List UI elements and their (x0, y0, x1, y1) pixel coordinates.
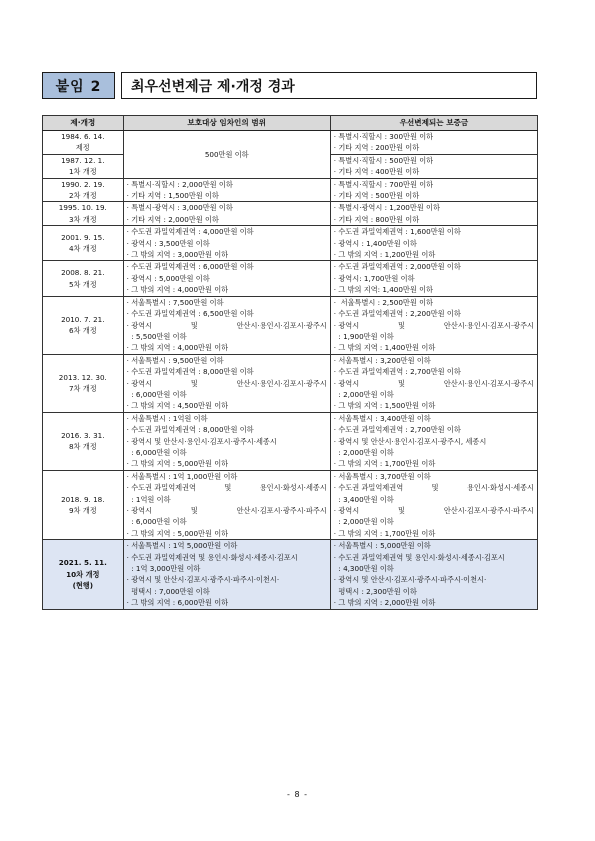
cell-line: · 서울특별시 : 5,000만원 이하 (333, 541, 431, 551)
cell-line: · 특별시·직할시 : 700만원 이하 (333, 179, 434, 189)
revision-cell (43, 226, 124, 261)
tenant-range-cell (123, 354, 330, 412)
cell-line: · 광역시 : 1,400만원 이하 (333, 238, 417, 248)
cell-line: 평택시 : 7,000만원 이하 (126, 586, 210, 596)
cell-line: · 그 밖의 지역 : 2,000만원 이하 (333, 598, 436, 608)
table-header-row (43, 116, 538, 131)
table-row (43, 470, 538, 539)
revision-cell (43, 154, 124, 178)
revision-cell (43, 296, 124, 354)
revision-label: 5차 개정 (68, 279, 97, 289)
cell-line: : 4,300만원 이하 (333, 564, 394, 574)
cell-line: · 그 밖의 지역 : 4,000만원 이하 (126, 343, 229, 353)
cell-line: : 6,000만원 이하 (126, 517, 187, 527)
table-row (43, 202, 538, 226)
cell-line: · 기타 지역 : 2,000만원 이하 (126, 214, 219, 224)
revision-cell (43, 202, 124, 226)
cell-line: · 광역시 및 안산시·용인시·김포시·광주시 (126, 320, 327, 330)
tenant-range-cell (123, 202, 330, 226)
tenant-range-cell (123, 296, 330, 354)
revision-date: 2008. 8. 21. (61, 268, 105, 278)
header-revision: 제·개정 (43, 116, 124, 131)
document-title: 최우선변제금 제·개정 경과 (121, 72, 537, 99)
tenant-range-cell (123, 178, 330, 202)
cell-line: : 1,900만원 이하 (333, 331, 394, 341)
cell-line: : 5,500만원 이하 (126, 331, 187, 341)
cell-line: · 그 밖의 지역 : 1,200만원 이하 (333, 250, 436, 260)
cell-line: : 1억원 이하 (126, 494, 171, 504)
cell-line: · 그 밖의 지역 : 3,000만원 이하 (126, 250, 229, 260)
tenant-range-cell (123, 470, 330, 539)
table-row (43, 296, 538, 354)
cell-line: · 기타 지역 : 200만원 이하 (333, 143, 420, 153)
table-row (43, 540, 538, 609)
table-row (43, 261, 538, 296)
cell-line: · 광역시 및 안산시·용인시·김포시·광주시, 세종시 (333, 436, 487, 446)
cell-line: · 서울특별시 : 1억 1,000만원 이하 (126, 471, 238, 481)
cell-line: · 수도권 과밀억제권역 : 2,000만원 이하 (333, 262, 461, 272)
revision-history-table (42, 115, 538, 610)
cell-line: 평택시 : 2,300만원 이하 (333, 586, 417, 596)
priority-repayment-cell (330, 202, 537, 226)
header-tenant-range: 보호대상 임차인의 범위 (123, 116, 330, 131)
priority-repayment-cell (330, 226, 537, 261)
cell-line: : 3,400만원 이하 (333, 494, 394, 504)
cell-line: · 서울특별시 : 3,200만원 이하 (333, 355, 431, 365)
cell-line: · 수도권 과밀억제권역 : 2,700만원 이하 (333, 367, 461, 377)
priority-repayment-cell (330, 131, 537, 155)
revision-label: 3차 개정 (68, 214, 97, 224)
revision-cell (43, 178, 124, 202)
cell-line: · 수도권 과밀억제권역 : 2,700만원 이하 (333, 425, 461, 435)
tenant-range-cell (123, 261, 330, 296)
cell-line: · 그 밖의 지역 : 1,700만원 이하 (333, 459, 436, 469)
cell-line: · 서울특별시 : 1억 5,000만원 이하 (126, 541, 238, 551)
cell-line: · 그 밖의 지역 : 6,000만원 이하 (126, 598, 229, 608)
cell-line: · 수도권 과밀억제권역 : 1,600만원 이하 (333, 227, 461, 237)
cell-line: · 기타 지역 : 1,500만원 이하 (126, 191, 219, 201)
cell-line: · 수도권 과밀억제권역 : 6,000만원 이하 (126, 262, 254, 272)
revision-date: 2010. 7. 21. (61, 314, 105, 324)
cell-line: · 수도권 과밀억제권역 및 용인시·화성시·세종시 (126, 483, 327, 493)
revision-cell (43, 354, 124, 412)
tenant-range-cell (123, 131, 330, 179)
cell-line: · 기타 지역 : 400만원 이하 (333, 167, 420, 177)
revision-label: 6차 개정 (68, 326, 97, 336)
table-row (43, 178, 538, 202)
tenant-range-cell (123, 540, 330, 609)
cell-line: · 그 밖의 지역 : 5,000만원 이하 (126, 459, 229, 469)
cell-line: : 2,000만원 이하 (333, 447, 394, 457)
cell-line: · 광역시 및 안산시·용인시·김포시·광주시 (333, 320, 534, 330)
revision-label: 7차 개정 (68, 384, 97, 394)
table-row (43, 354, 538, 412)
cell-line: · 그 밖의 지역 : 5,000만원 이하 (126, 528, 229, 538)
cell-line: · 광역시 및 안산시·김포시·광주시·파주시·이천시· (333, 575, 487, 585)
revision-label: 9차 개정 (68, 506, 97, 515)
cell-line: · 수도권 과밀억제권역 및 용인시·화성시·세종시·김포시 (126, 552, 298, 562)
revision-date: 2001. 9. 15. (61, 232, 105, 242)
revision-label: 8차 개정 (68, 442, 97, 452)
cell-line: · 특별시·직할시 : 2,000만원 이하 (126, 179, 233, 189)
cell-line: · 수도권 과밀억제권역 : 6,500만원 이하 (126, 309, 254, 319)
title-bar (42, 72, 537, 99)
revision-status: (현행) (72, 581, 94, 591)
revision-date: 1984. 6. 14. (61, 132, 105, 141)
cell-line: · 특별시·직할시 : 500만원 이하 (333, 155, 434, 165)
priority-repayment-cell (330, 412, 537, 470)
priority-repayment-cell (330, 154, 537, 178)
cell-line: : 6,000만원 이하 (126, 447, 187, 457)
cell-line: : 1억 3,000만원 이하 (126, 564, 201, 574)
cell-line: · 광역시 및 안산시·용인시·김포시·광주시 (333, 378, 534, 388)
cell-line: · 그 밖의 지역 : 1,400만원 이하 (333, 343, 436, 353)
cell-line: · 그 밖의 지역: 1,400만원 이하 (333, 285, 433, 295)
revision-date: 1987. 12. 1. (61, 155, 105, 165)
priority-repayment-cell (330, 470, 537, 539)
priority-repayment-cell (330, 354, 537, 412)
page-number: - 8 - (287, 790, 308, 799)
table-row (43, 412, 538, 470)
revision-cell (43, 131, 124, 155)
revision-date: 2013. 12. 30. (58, 372, 107, 382)
cell-line: · 서울특별시 : 2,500만원 이하 (333, 297, 433, 307)
revision-cell (43, 412, 124, 470)
revision-cell (43, 540, 124, 609)
cell-line: · 수도권 과밀억제권역 : 4,000만원 이하 (126, 227, 254, 237)
revision-label: 10차 개정 (66, 569, 100, 579)
cell-line: · 기타 지역 : 500만원 이하 (333, 191, 420, 201)
priority-repayment-cell (330, 540, 537, 609)
cell-line: · 수도권 과밀억제권역 및 용인시·화성시·세종시·김포시 (333, 552, 505, 562)
priority-repayment-cell (330, 261, 537, 296)
cell-line: · 특별시·직할시 : 300만원 이하 (333, 132, 434, 141)
cell-line: · 광역시 및 안산시·김포시·광주시·파주시 (333, 506, 534, 515)
cell-line: · 그 밖의 지역 : 1,500만원 이하 (333, 401, 436, 411)
cell-line: · 수도권 과밀억제권역 : 8,000만원 이하 (126, 425, 254, 435)
cell-line: · 서울특별시 : 7,500만원 이하 (126, 297, 224, 307)
cell-line: : 6,000만원 이하 (126, 389, 187, 399)
cell-line: · 광역시 및 안산시·김포시·광주시·파주시·이천시· (126, 575, 280, 585)
cell-line: · 서울특별시 : 9,500만원 이하 (126, 355, 224, 365)
cell-line: · 특별시·광역시 : 3,000만원 이하 (126, 203, 233, 213)
cell-line: · 그 밖의 지역 : 1,700만원 이하 (333, 528, 436, 538)
cell-line: · 서울특별시 : 1억원 이하 (126, 413, 208, 423)
table-row (43, 226, 538, 261)
cell-line: · 광역시: 1,700만원 이하 (333, 273, 415, 283)
revision-date: 2016. 3. 31. (61, 430, 105, 440)
cell-line: · 특별시·광역시 : 1,200만원 이하 (333, 203, 440, 213)
cell-line: · 광역시 및 안산시·김포시·광주시·파주시 (126, 506, 327, 515)
cell-line: · 광역시 및 안산시·용인시·김포시·광주시·세종시 (126, 436, 277, 446)
revision-date: 2018. 9. 18. (61, 494, 105, 504)
revision-label: 4차 개정 (68, 244, 97, 254)
merged-range-text: 500만원 이하 (204, 149, 249, 159)
revision-label: 제정 (75, 143, 90, 153)
table-body (43, 131, 538, 610)
revision-cell (43, 261, 124, 296)
cell-line: · 서울특별시 : 3,700만원 이하 (333, 471, 431, 481)
cell-line: · 서울특별시 : 3,400만원 이하 (333, 413, 431, 423)
priority-repayment-cell (330, 178, 537, 202)
table-row (43, 131, 538, 155)
attachment-tag: 붙임 2 (42, 72, 115, 99)
revision-date: 1990. 2. 19. (61, 179, 105, 189)
cell-line: : 2,000만원 이하 (333, 517, 394, 527)
cell-line: · 그 밖의 지역 : 4,000만원 이하 (126, 285, 229, 295)
priority-repayment-cell (330, 296, 537, 354)
revision-label: 2차 개정 (68, 191, 97, 201)
header-priority-repayment: 우선변제되는 보증금 (330, 116, 537, 131)
tenant-range-cell (123, 226, 330, 261)
revision-date: 1995. 10. 19. (58, 203, 107, 213)
cell-line: · 광역시 및 안산시·용인시·김포시·광주시 (126, 378, 327, 388)
cell-line: · 광역시 : 5,000만원 이하 (126, 273, 210, 283)
revision-label: 1차 개정 (68, 167, 97, 177)
cell-line: · 기타 지역 : 800만원 이하 (333, 214, 420, 224)
cell-line: · 수도권 과밀억제권역 및 용인시·화성시·세종시 (333, 483, 534, 493)
cell-line: : 2,000만원 이하 (333, 389, 394, 399)
cell-line: · 수도권 과밀억제권역 : 8,000만원 이하 (126, 367, 254, 377)
tenant-range-cell (123, 412, 330, 470)
cell-line: · 그 밖의 지역 : 4,500만원 이하 (126, 401, 229, 411)
revision-date: 2021. 5. 11. (58, 558, 107, 568)
revision-cell (43, 470, 124, 539)
cell-line: · 수도권 과밀억제권역 : 2,200만원 이하 (333, 309, 461, 319)
cell-line: · 광역시 : 3,500만원 이하 (126, 238, 210, 248)
